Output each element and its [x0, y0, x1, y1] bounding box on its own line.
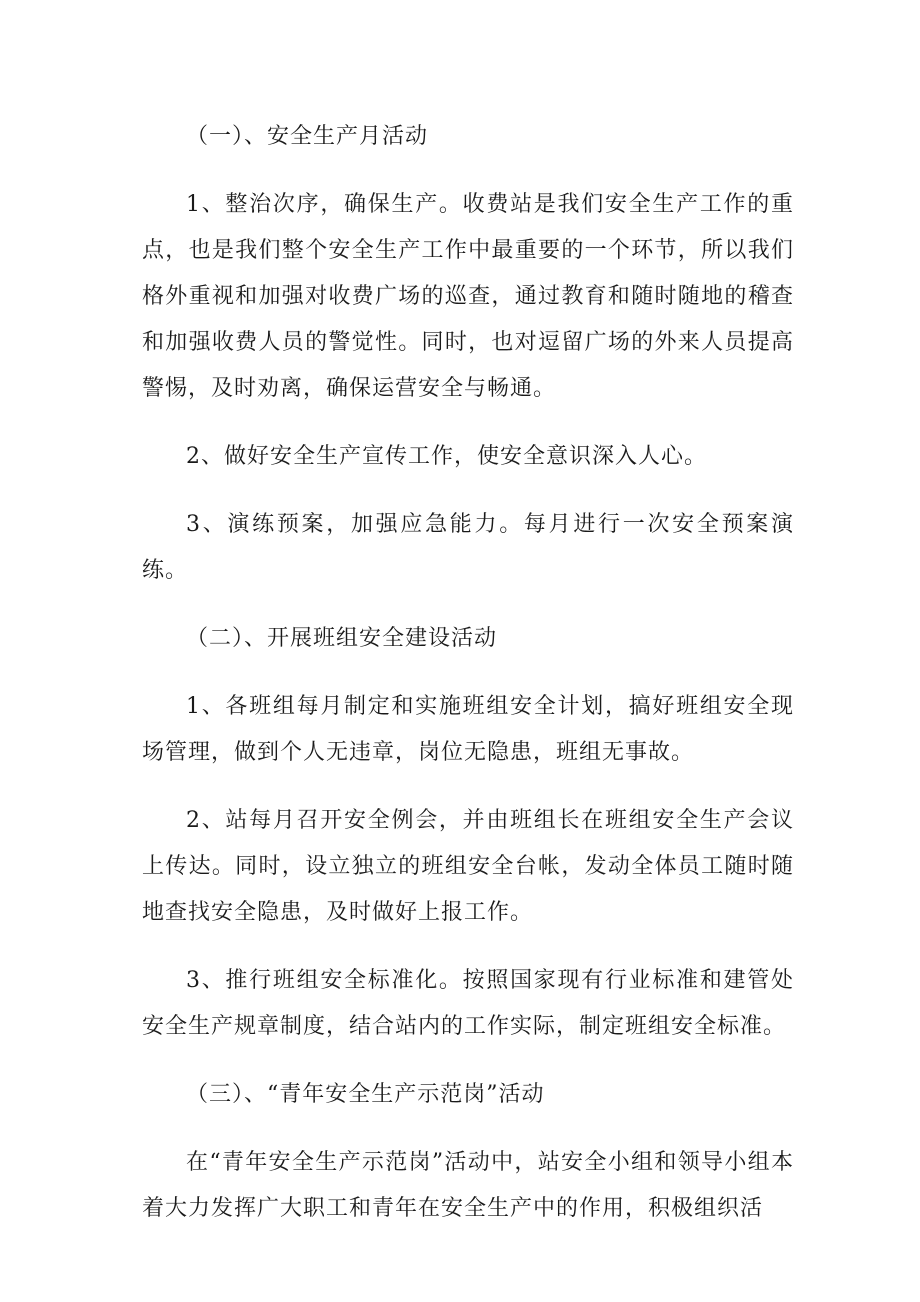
paragraph-2-1: 1、各班组每月制定和实施班组安全计划，搞好班组安全现场管理，做到个人无违章，岗位无隐患，班组无事故。 — [142, 694, 794, 765]
paragraph-1-2: 2、做好安全生产宣传工作，使安全意识深入人心。 — [186, 444, 707, 469]
section-heading-1: （一）、安全生产月活动 — [186, 124, 429, 149]
paragraph-1-1: 1、整治次序，确保生产。收费站是我们安全生产工作的重点，也是我们整个安全生产工作中最重要的一个环节，所以我们格外重视和加强对收费广场的巡查，通过教育和随时随地的稽查和加强收费人员的警觉性。同时，也对逗留广场的外来人员提高警惕，及时劝离，确保运营安全与畅通。 — [142, 192, 794, 401]
paragraph-2-2: 2、站每月召开安全例会，并由班组长在班组安全生产会议上传达。同时，设立独立的班组安全台帐，发动全体员工随时随地查找安全隐患，及时做好上报工作。 — [142, 808, 794, 925]
paragraph-3-1: 在“青年安全生产示范岗”活动中，站安全小组和领导小组本着大力发挥广大职工和青年在安全生产中的作用，积极组织活 — [142, 1150, 794, 1221]
section-heading-2: （二）、开展班组安全建设活动 — [186, 626, 498, 651]
section-heading-3: （三）、“青年安全生产示范岗”活动 — [186, 1082, 545, 1107]
document-body — [142, 114, 794, 1254]
paragraph-1-3: 3、演练预案，加强应急能力。每月进行一次安全预案演练。 — [142, 512, 794, 583]
paragraph-2-3: 3、推行班组安全标准化。按照国家现有行业标准和建管处安全生产规章制度，结合站内的工作实际，制定班组安全标准。 — [142, 968, 794, 1039]
